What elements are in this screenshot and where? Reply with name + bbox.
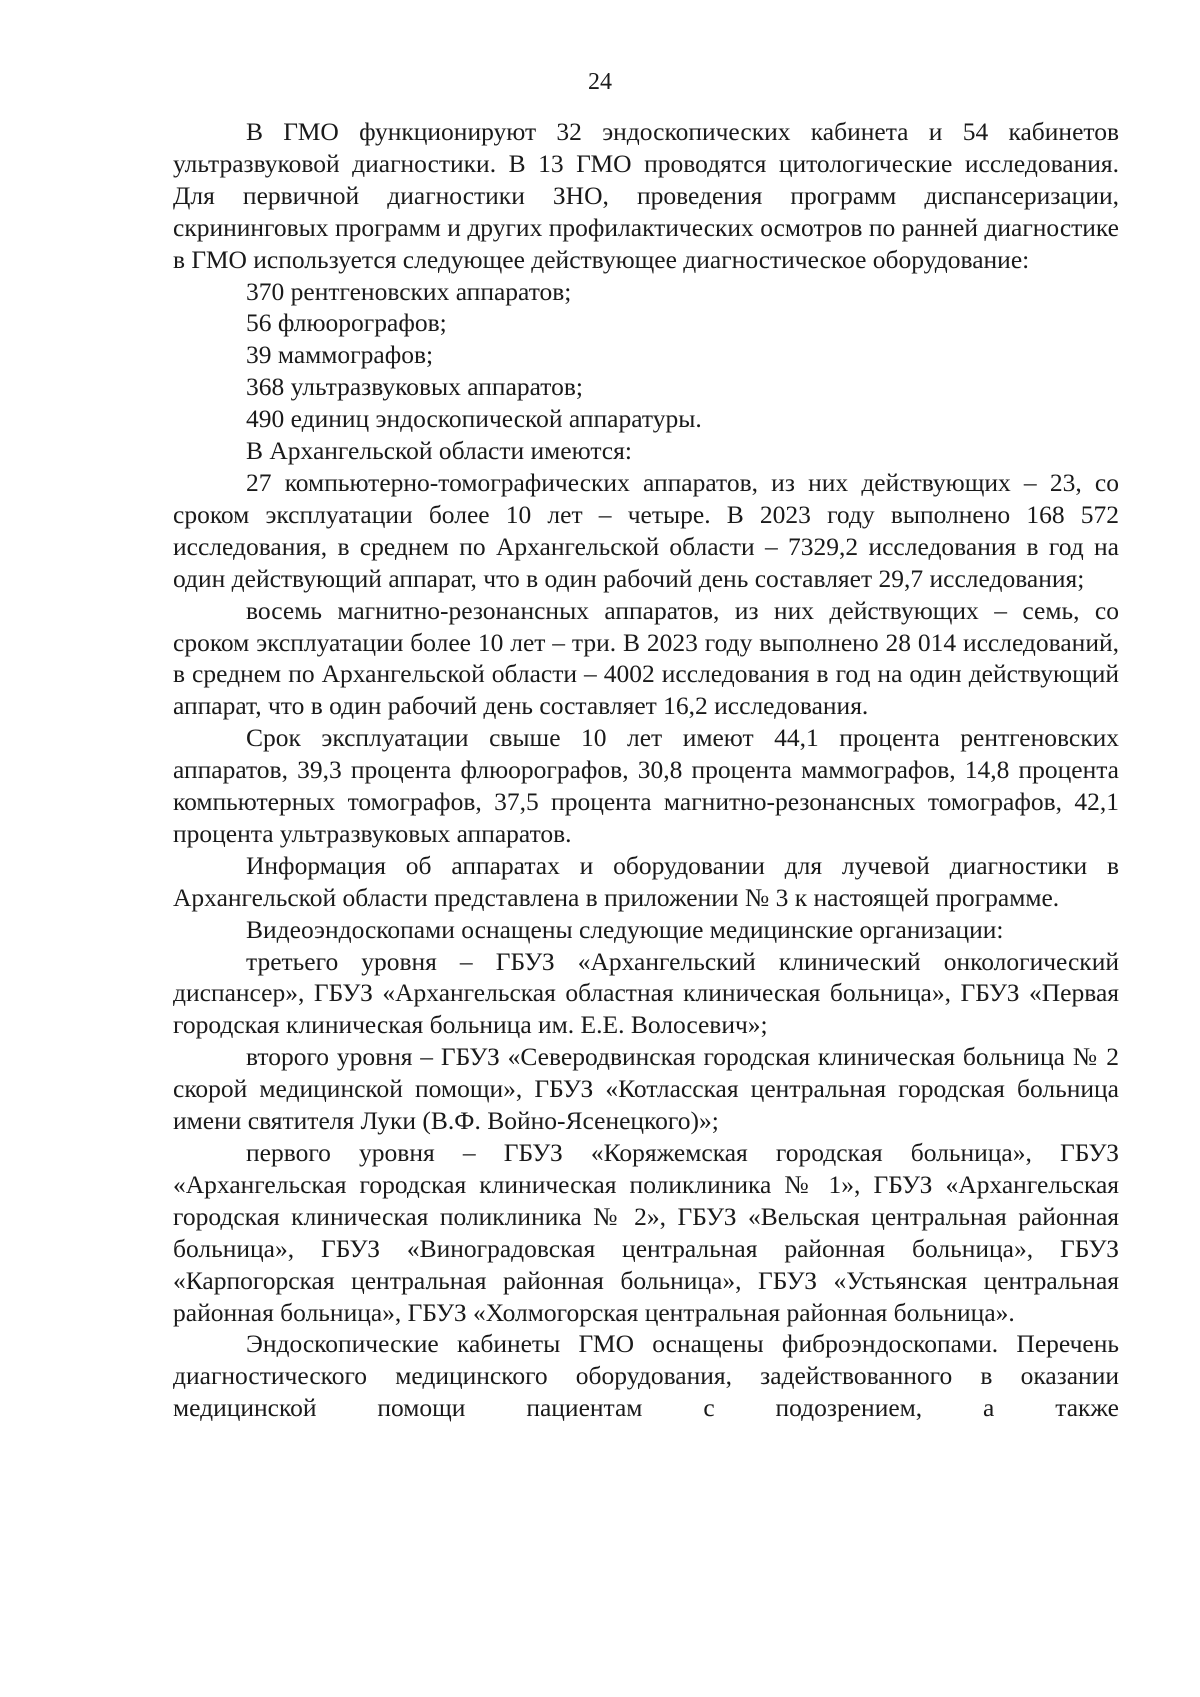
- paragraph-fibroendoscopes: Эндоскопические кабинеты ГМО оснащены фиброэндоскопами. Перечень диагностического медицинского оборудования, задействованного в оказании медицинской помощи пациентам с подозрением, а также: [173, 1329, 1119, 1423]
- paragraph-first-level: первого уровня – ГБУЗ «Коряжемская городская больница», ГБУЗ «Архангельская городская клиническая поликлиника № 1», ГБУЗ «Архангельская городская клиническая поликлиника № 2», ГБУЗ «Вельская центральная районная больница», ГБУЗ «Виноградовская центральная районная больница», ГБУЗ «Карпогорская центральная районная больница», ГБУЗ «Устьянская центральная районная больница», ГБУЗ «Холмогорская центральная районная больница».: [173, 1138, 1119, 1327]
- list-item-mammographs: 39 маммографов;: [246, 340, 434, 370]
- paragraph-mri-scanners: восемь магнитно-резонансных аппаратов, из них действующих – семь, со сроком эксплуатации более 10 лет – три. В 2023 году выполнено 28 014 исследований, в среднем по Архангельской области – 4002 исследования в год на один действующий аппарат, что в один рабочий день составляет 16,2 исследования.: [173, 595, 1119, 721]
- list-item-fluorographs: 56 флюорографов;: [246, 308, 447, 338]
- paragraph-equipment-age: Срок эксплуатации свыше 10 лет имеют 44,1 процента рентгеновских аппаратов, 39,3 процента флюорографов, 30,8 процента маммографов, 14,8 процента компьютерных томографов, 37,5 процента магнитно-резонансных томографов, 42,1 процента ультразвуковых аппаратов.: [173, 723, 1119, 848]
- paragraph-videoendoscopes-intro: Видеоэндоскопами оснащены следующие медицинские организации:: [246, 914, 1004, 944]
- list-item-endoscopic: 490 единиц эндоскопической аппаратуры.: [246, 404, 702, 434]
- paragraph-second-level: второго уровня – ГБУЗ «Северодвинская городская клиническая больница № 2 скорой медицинской помощи», ГБУЗ «Котласская центральная городская больница имени святителя Луки (В.Ф. Войно-Ясенецкого)»;: [173, 1042, 1119, 1136]
- paragraph-third-level: третьего уровня – ГБУЗ «Архангельский клинический онкологический диспансер», ГБУЗ «Архангельская областная клиническая больница», ГБУЗ «Первая городская клиническая больница им. Е.Е. Волосевич»;: [173, 946, 1119, 1040]
- list-item-xray: 370 рентгеновских аппаратов;: [246, 276, 572, 306]
- paragraph-appendix-reference: Информация об аппаратах и оборудовании для лучевой диагностики в Архангельской области представлена в приложении № 3 к настоящей программе.: [173, 850, 1119, 912]
- paragraph-diagnostic-rooms: В ГМО функционируют 32 эндоскопических кабинета и 54 кабинетов ультразвуковой диагностики. В 13 ГМО проводятся цитологические исследования. Для первичной диагностики ЗНО, проведения программ диспансеризации, скрининговых программ и других профилактических осмотров по ранней диагностике в ГМО используется следующее действующее диагностическое оборудование:: [173, 117, 1119, 274]
- document-body: [173, 116, 1119, 1424]
- list-item-ultrasound: 368 ультразвуковых аппаратов;: [246, 372, 583, 402]
- paragraph-region-intro: В Архангельской области имеются:: [246, 436, 632, 466]
- page-number: 24: [588, 69, 612, 95]
- paragraph-ct-scanners: 27 компьютерно-томографических аппаратов, из них действующих – 23, со сроком эксплуатации более 10 лет – четыре. В 2023 году выполнено 168 572 исследования, в среднем по Архангельской области – 7329,2 исследования в год на один действующий аппарат, что в один рабочий день составляет 29,7 исследования;: [173, 467, 1119, 593]
